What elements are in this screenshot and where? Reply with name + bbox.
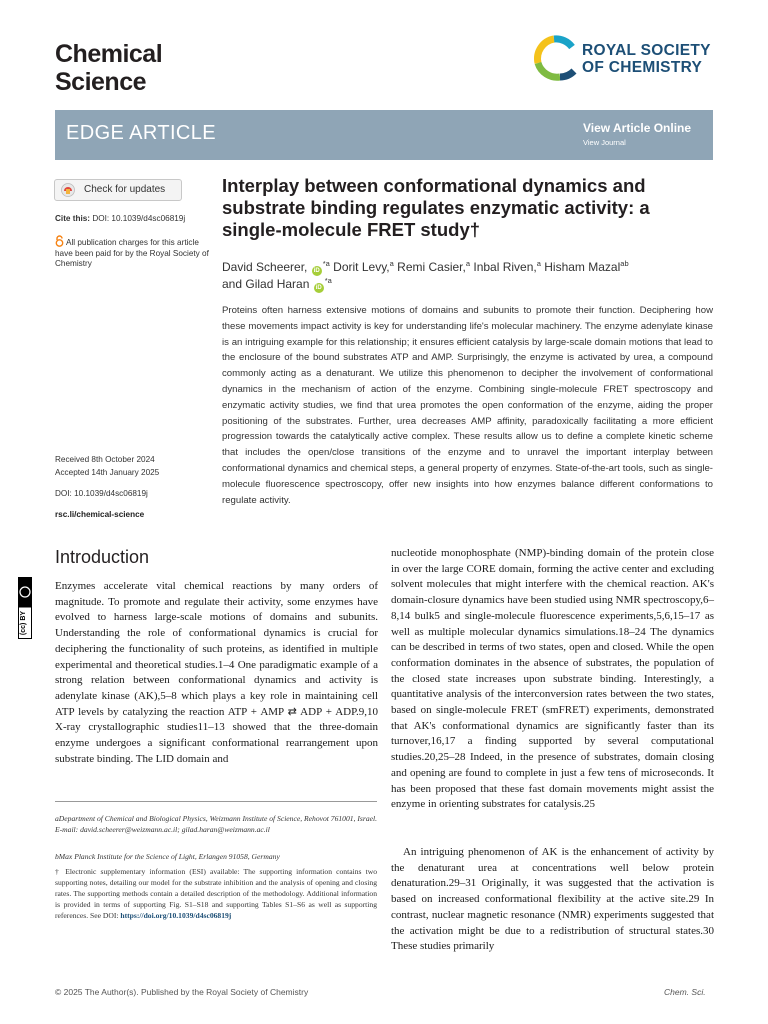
orcid-icon[interactable]: iD: [313, 268, 320, 274]
article-type: EDGE ARTICLE: [66, 122, 217, 144]
article-title: Interplay between conformational dynamics and substrate binding regulates enzymatic activity: a single-molecule FRET study†: [222, 175, 650, 240]
author: David Scheerer, $iD^{*a}$: [222, 259, 330, 274]
accepted-date: Accepted 14th January 2025: [55, 468, 160, 477]
footnote-divider: [55, 801, 377, 802]
check-updates-icon: [61, 183, 75, 197]
journal-abbrev: Chem. Sci.: [664, 987, 706, 997]
author: Hisham Mazal$^{ab}$: [544, 259, 629, 274]
body-text-left: Enzymes accelerate vital chemical reactions by many orders of magnitude. To promote and regulate their activity, some enzymes have evolved to harness large-scale motions of domains and subunits. Understanding the role of conformational dynamics is crucial for deciphering the functionality of such proteins, as identified in multiple experimental and theoretical studies.1–4 One paradigmatic example of a strong relation between conformational dynamics and activity is adenylate kinase (AK),5–8 which plays a key role in maintaining cell ATP levels by catalyzing the reaction ATP + AMP ⇄ ADP + ADP.9,10 X-ray crystallographic studies11–13 showed that the three-domain enzyme undergoes a significant conformational rearrangement upon substrate binding. The LID domain and: [55, 580, 378, 765]
footnote-esi: † Electronic supplementary information (ESI) available: The supporting information contains two supporting notes, detailing our model for the substrate inhibition and the analysis of opening and closing rates. The supporting methods contain a detailed description of the methodology. Additional information is provided in terms of supporting Fig. S1–S18 and supporting Tables S1–S6 as well as supporting references. See DOI: https://doi.org/10.1039/d4sc06819j: [55, 867, 377, 920]
footnote-affiliation-a: aDepartment of Chemical and Biological Physics, Weizmann Institute of Science, Rehovot 761001, Israel. E-mail: david.scheerer@weizmann.ac.il; gilad.haran@weizmann.ac.il: [55, 814, 377, 834]
cc-by-license-icon: [18, 577, 32, 639]
check-updates-label: Check for updates: [84, 184, 166, 195]
esi-doi-link[interactable]: https://doi.org/10.1039/d4sc06819j: [120, 911, 232, 920]
body-text-right-paragraph-2: An intriguing phenomenon of AK is the enhancement of activity by the denaturant urea at concentrations well below protein denaturation.29–31 Originally, it was suggested that the activation is based on increased conformational flexibility at the active site.29 In contrast, nuclear magnetic resonance (NMR) experiments suggested that the activation might be due to a redistribution of structural states.30 These studies primarily: [391, 846, 714, 953]
author: Dorit Levy,$^a$: [333, 259, 394, 274]
author-list: [222, 259, 712, 293]
footnote-affiliation-b: bMax Planck Institute for the Science of Light, Erlangen 91058, Germany: [55, 852, 280, 861]
section-heading-introduction: Introduction: [55, 547, 150, 567]
author: Inbal Riven,$^a$: [473, 259, 541, 274]
svg-text:(cc) BY: (cc) BY: [20, 610, 27, 636]
doi: DOI: 10.1039/d4sc06819j: [55, 489, 148, 498]
view-article-online-link[interactable]: View Article Online: [583, 121, 692, 135]
cite-this: Cite this: DOI: 10.1039/d4sc06819j: [55, 214, 186, 223]
view-journal-link[interactable]: View Journal: [583, 138, 626, 147]
publisher-name: ROYAL SOCIETY OF CHEMISTRY: [582, 42, 711, 76]
copyright: © 2025 The Author(s). Published by the Royal Society of Chemistry: [55, 987, 309, 997]
author: and Gilad Haran $iD^{*a}$: [222, 276, 332, 291]
body-text-right: nucleotide monophosphate (NMP)-binding domain of the protein close in over the large CORE domain, forming the active center and excluding solvent molecules that might interfere with the chemical reaction. AK's domain-closure dynamics have been studied using NMR spectroscopy,6–8,14 bulk5 and single-molecule fluorescence experiments,5,6,15–17 as well as multiple molecular dynamics simulations.18–24 The dynamics can be described in terms of two states, open and closed. While the open conformation dominates in the absence of substrates, the population of the closed state increases upon substrate binding. Interestingly, a quantitative analysis of the interconversion rates between the two states, based on single-molecule FRET (smFRET) experiments, demonstrated that AK's conformational dynamics are significantly faster than its turnover,16,17 a finding supported by several computational studies.20,25–28 Indeed, in the presence of substrates, domain closing and opening are found to complete in just a few tens of microseconds. It has been proposed that these fast domain movements might assist the enzyme in orienting substrates for catalysis.25: [391, 547, 714, 811]
author: Remi Casier,$^a$: [397, 259, 471, 274]
publication-charges-note: All publication charges for this article have been paid for by the Royal Society of Chemistry: [55, 238, 209, 268]
received-date: Received 8th October 2024: [55, 455, 155, 464]
abstract: Proteins often harness extensive motions of domains and subunits to promote their function. Deciphering how these movements impact activity is key for understanding life's molecular machinery. The enzyme adenylate kinase is an intriguing example for this relationship; it ensures efficient catalysis by large-scale domain motions that lead to the enclosure of the bound substrates ATP and AMP. Surprisingly, the enzyme is activated by urea, a compound commonly acting as a denaturant. We utilize this phenomenon to decipher the involvement of conformational dynamics in the mechanism of action of the enzyme. Combining single-molecule FRET spectroscopy and enzymatic activity studies, we find that urea promotes the open conformation of the enzyme, aiding the proper positioning of the substrates. Further, urea decreases AMP affinity, paradoxically facilitating a more efficient progression towards the catalytically active complex. These results allow us to define a complete kinetic scheme that includes the open/close transitions of the enzyme and to unravel the important interplay between conformational dynamics and chemical steps, a general property of enzymes. State-of-the-art tools, such as single-molecule fluorescence spectroscopy, offer new insights into how enzymes balance different conformations to regulate activity.: [222, 305, 713, 506]
journal-title: Chemical Science: [55, 40, 163, 96]
orcid-icon[interactable]: iD: [315, 285, 322, 291]
journal-link[interactable]: rsc.li/chemical-science: [55, 510, 145, 519]
